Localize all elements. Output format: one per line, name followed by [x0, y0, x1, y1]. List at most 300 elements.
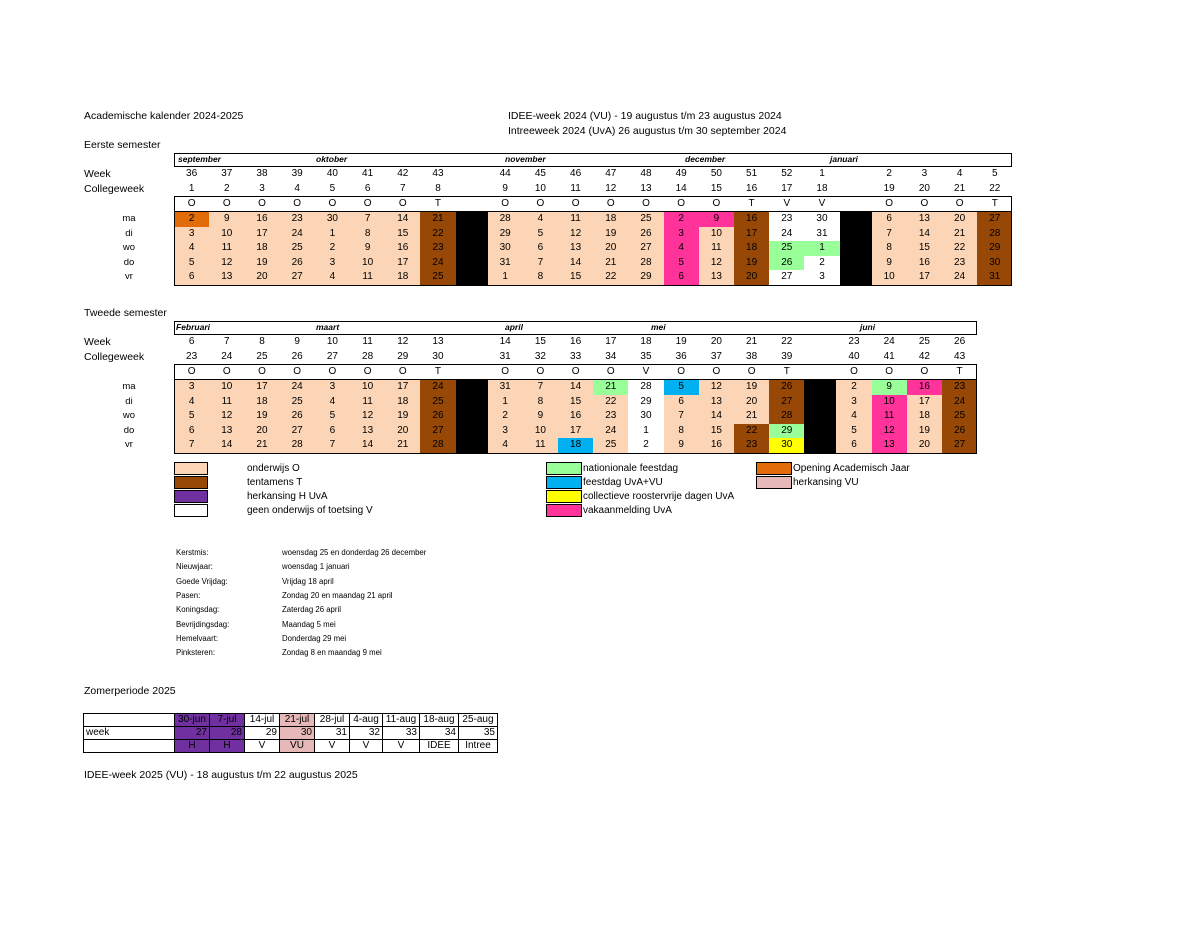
month-label: januari [830, 154, 858, 164]
day-cell: 30 [315, 212, 350, 227]
cell: O [885, 198, 894, 209]
cell: T [783, 366, 790, 377]
cell: 22 [989, 183, 1001, 194]
legend-herkansing-vu: herkansing VU [793, 477, 859, 488]
cell: 33 [570, 351, 582, 362]
cell: 21 [954, 183, 966, 194]
day-cell: 21 [942, 227, 977, 242]
summer-date: 30-jun [175, 714, 210, 727]
summer-week: 31 [315, 727, 350, 740]
day-cell: 27 [280, 270, 315, 285]
day-cell: 23 [942, 380, 977, 395]
row-label [84, 365, 174, 379]
cell: 6 [364, 183, 371, 194]
day-cell: 3 [488, 424, 523, 439]
cell: 16 [570, 336, 582, 347]
s1-days-frame [174, 211, 1012, 286]
cell: 36 [675, 351, 687, 362]
day-cell: 20 [593, 241, 628, 256]
summer-week-label: week [84, 727, 175, 740]
summer-week: 32 [350, 727, 383, 740]
cell: 2 [224, 183, 230, 194]
cell: 23 [186, 351, 198, 362]
day-cell: 1 [804, 241, 839, 256]
day-cell: 10 [350, 380, 385, 395]
day-cell: 8 [523, 395, 558, 410]
day-cell: 31 [977, 270, 1012, 285]
holiday-name: Pasen: [176, 590, 201, 600]
cell: 15 [710, 183, 722, 194]
cell: 10 [326, 336, 338, 347]
day-cell: 11 [209, 241, 244, 256]
summer-date: 21-jul [280, 714, 315, 727]
day-cell: 23 [769, 212, 804, 227]
cell: 12 [605, 183, 617, 194]
day-cell: 18 [244, 241, 279, 256]
day-cell: 23 [420, 241, 455, 256]
day-cell: 9 [664, 438, 699, 453]
cell: 44 [499, 168, 511, 179]
cell: 9 [294, 336, 300, 347]
day-cell: 17 [907, 395, 942, 410]
day-cell: 18 [385, 270, 420, 285]
day-cell: 27 [977, 212, 1012, 227]
day-cell: 19 [907, 424, 942, 439]
cell: O [187, 366, 196, 377]
cell: 39 [781, 351, 793, 362]
day-cell: 26 [769, 380, 804, 395]
cell: T [956, 366, 963, 377]
day-cell: 5 [315, 409, 350, 424]
page-title: Academische kalender 2024-2025 [84, 110, 244, 122]
day-cell: 24 [769, 227, 804, 242]
day-cell: 14 [699, 409, 734, 424]
holiday-name: Pinksteren: [176, 648, 216, 658]
day-cell: 2 [315, 241, 350, 256]
day-cell: 7 [523, 380, 558, 395]
day-cell: 13 [699, 270, 734, 285]
cell: O [606, 198, 615, 209]
cell: 1 [819, 168, 825, 179]
cell: 40 [326, 168, 338, 179]
summer-date: 14-jul [245, 714, 280, 727]
day-cell: 28 [628, 380, 663, 395]
summer-table [83, 713, 498, 753]
day-cell: 19 [385, 409, 420, 424]
day-cell: 2 [174, 212, 209, 227]
day-cell: 21 [385, 438, 420, 453]
cell: 4 [956, 168, 963, 179]
day-cell: 25 [420, 395, 455, 410]
summer-empty-cell [84, 740, 175, 753]
holiday-name: Bevrijdingsdag: [176, 619, 230, 629]
day-cell: 13 [907, 212, 942, 227]
summer-code: VU [280, 740, 315, 753]
day-cell: 24 [593, 424, 628, 439]
intree-week-text: Intreeweek 2024 (UvA) 26 augustus t/m 30 september 2024 [508, 125, 787, 137]
s1-week-row [84, 167, 1012, 181]
summer-code: V [383, 740, 420, 753]
day-cell: 25 [593, 438, 628, 453]
cell: O [398, 366, 407, 377]
cell: O [920, 198, 929, 209]
day-cell: 5 [174, 256, 209, 271]
day-cell: 9 [209, 212, 244, 227]
day-cell: 20 [385, 424, 420, 439]
cell: 14 [499, 336, 511, 347]
day-cell: 22 [593, 395, 628, 410]
day-cell: 3 [174, 380, 209, 395]
holiday-date: Vrijdag 18 april [282, 576, 334, 586]
summer-code: IDEE [420, 740, 459, 753]
cell: 2 [886, 168, 892, 179]
day-cell: 13 [558, 241, 593, 256]
cell: 20 [710, 336, 722, 347]
legend-swatch-onderwijs [174, 462, 208, 475]
day-cell: 26 [420, 409, 455, 424]
s2-code-frame [174, 364, 977, 380]
summer-date: 7-jul [210, 714, 245, 727]
day-cell: 18 [907, 409, 942, 424]
day-cell: 24 [942, 270, 977, 285]
s2-week-row [84, 335, 977, 349]
cell [456, 182, 488, 196]
day-cell: 12 [558, 227, 593, 242]
day-cell: 30 [628, 409, 663, 424]
cell: 22 [781, 336, 793, 347]
day-cell: 16 [699, 438, 734, 453]
cell: O [642, 198, 650, 209]
cell: 50 [710, 168, 722, 179]
summer-date: 28-jul [315, 714, 350, 727]
cell: 3 [921, 168, 928, 179]
legend-swatch-roostervrij [546, 490, 582, 503]
day-cell: 16 [385, 241, 420, 256]
day-label: do [123, 256, 135, 268]
day-cell: 7 [315, 438, 350, 453]
cell: O [501, 198, 510, 209]
day-cell: 24 [942, 395, 977, 410]
day-cell: 20 [734, 395, 769, 410]
day-cell: 7 [174, 438, 209, 453]
day-label: ma [122, 381, 136, 392]
day-label: wo [122, 242, 136, 254]
month-label: december [685, 154, 726, 164]
cell: O [258, 366, 266, 377]
cell: 45 [534, 168, 546, 179]
cell: O [363, 198, 372, 209]
row-label [84, 197, 174, 211]
legend-tentamens: tentamens T [247, 477, 303, 488]
cell: O [501, 366, 510, 377]
day-cell: 2 [488, 409, 523, 424]
cell: 37 [221, 168, 233, 179]
day-cell: 17 [244, 380, 279, 395]
cell [456, 167, 488, 181]
day-cell: 9 [523, 409, 558, 424]
day-cell: 26 [942, 424, 977, 439]
day-cell: 20 [244, 424, 279, 439]
day-label: vr [125, 439, 133, 451]
day-cell: 25 [420, 270, 455, 285]
cell: 18 [640, 336, 652, 347]
day-cell: 14 [385, 212, 420, 227]
day-cell: 12 [350, 409, 385, 424]
day-label: do [123, 424, 135, 436]
cell: O [398, 198, 407, 209]
day-cell: 24 [420, 380, 455, 395]
day-cell: 5 [174, 409, 209, 424]
cell: 17 [781, 183, 793, 194]
day-cell: 23 [734, 438, 769, 453]
day-cell: 17 [907, 270, 942, 285]
semester1-title: Eerste semester [84, 139, 161, 151]
day-cell: 26 [628, 227, 663, 242]
cell: O [712, 198, 721, 209]
holiday-date: woensdag 25 en donderdag 26 december [282, 548, 427, 557]
cell: 28 [362, 351, 374, 362]
cell: O [328, 198, 337, 209]
summer-week: 28 [210, 727, 245, 740]
cell: O [747, 366, 756, 377]
cell: T [434, 366, 442, 377]
day-cell: 5 [523, 227, 558, 242]
s1-code-frame [174, 196, 1012, 212]
day-cell: 14 [209, 438, 244, 453]
day-cell: 12 [209, 409, 244, 424]
day-cell: 9 [350, 241, 385, 256]
cell: 43 [954, 351, 966, 362]
day-cell: 30 [769, 438, 804, 453]
cell: T [748, 198, 755, 209]
cell: 11 [570, 183, 581, 194]
cell: 46 [570, 168, 582, 179]
cell: O [955, 198, 964, 209]
cell: 5 [992, 168, 998, 179]
cell: O [850, 366, 858, 377]
day-cell: 16 [244, 212, 279, 227]
day-cell: 25 [280, 241, 315, 256]
summer-code: Intree [459, 740, 498, 753]
day-cell: 31 [804, 227, 839, 242]
day-cell: 10 [523, 424, 558, 439]
day-cell: 24 [420, 256, 455, 271]
day-cell: 3 [315, 256, 350, 271]
day-cell: 6 [315, 424, 350, 439]
day-cell: 31 [488, 256, 523, 271]
summer-week: 27 [175, 727, 210, 740]
day-cell: 11 [350, 270, 385, 285]
day-cell: 24 [280, 227, 315, 242]
cell: 42 [397, 168, 409, 179]
summer-date: 18-aug [420, 714, 459, 727]
day-cell: 24 [280, 380, 315, 395]
day-cell: 29 [488, 227, 523, 242]
day-cell: 4 [315, 270, 350, 285]
day-cell: 12 [699, 380, 734, 395]
day-cell: 25 [769, 241, 804, 256]
cell: O [712, 366, 721, 377]
day-cell: 17 [244, 227, 279, 242]
summer-date: 25-aug [459, 714, 498, 727]
day-cell: 21 [420, 212, 455, 227]
cell: 36 [186, 168, 198, 179]
cell: 17 [605, 336, 617, 347]
cell: O [536, 366, 545, 377]
day-cell: 29 [769, 424, 804, 439]
cell: 13 [432, 336, 444, 347]
s2-header-frame [174, 321, 977, 335]
legend-swatch-herkansing-uva [174, 490, 208, 503]
row-label: Week [84, 168, 111, 180]
cell: O [328, 366, 337, 377]
day-cell: 14 [350, 438, 385, 453]
cell: O [677, 198, 686, 209]
summer-week: 34 [420, 727, 459, 740]
cell: 52 [781, 168, 793, 179]
cell: 14 [675, 183, 687, 194]
day-cell: 15 [699, 424, 734, 439]
day-cell: 3 [664, 227, 699, 242]
legend-feestdag: feestdag UvA+VU [583, 477, 663, 488]
cell: 24 [883, 336, 895, 347]
day-cell: 22 [942, 241, 977, 256]
day-cell: 8 [523, 270, 558, 285]
summer-week: 33 [383, 727, 420, 740]
month-label: juni [860, 322, 876, 332]
day-cell: 12 [209, 256, 244, 271]
day-cell: 20 [734, 270, 769, 285]
day-cell: 6 [664, 270, 699, 285]
day-cell: 2 [836, 380, 871, 395]
day-cell: 18 [593, 212, 628, 227]
day-cell: 28 [280, 438, 315, 453]
cell: O [293, 198, 302, 209]
day-cell: 3 [804, 270, 839, 285]
day-cell: 9 [872, 256, 907, 271]
legend-swatch-opening [756, 462, 792, 475]
day-cell: 17 [734, 227, 769, 242]
cell: 4 [294, 183, 300, 194]
day-cell: 11 [872, 409, 907, 424]
day-cell: 4 [174, 241, 209, 256]
summer-code: H [210, 740, 245, 753]
day-cell: 11 [699, 241, 734, 256]
cell: V [783, 198, 791, 209]
day-cell: 7 [664, 409, 699, 424]
month-label: november [505, 154, 546, 164]
day-cell: 23 [280, 212, 315, 227]
day-cell: 6 [174, 270, 209, 285]
day-cell: 25 [942, 409, 977, 424]
day-cell: 19 [244, 256, 279, 271]
cell: 10 [534, 183, 546, 194]
day-cell: 13 [350, 424, 385, 439]
row-label: Week [84, 336, 111, 348]
s2-days-frame [174, 379, 977, 454]
cell: 25 [918, 336, 930, 347]
legend-swatch-nationale [546, 462, 582, 475]
cell: 24 [221, 351, 233, 362]
day-cell: 13 [872, 438, 907, 453]
day-cell: 4 [836, 409, 871, 424]
day-cell: 14 [558, 256, 593, 271]
month-label: september [178, 154, 221, 164]
day-cell: 28 [420, 438, 455, 453]
cell: T [991, 198, 998, 209]
cell [456, 335, 488, 349]
cell: 37 [710, 351, 722, 362]
cell: 19 [883, 183, 895, 194]
cell: 38 [256, 168, 268, 179]
holiday-name: Kerstmis: [176, 548, 209, 557]
summer-week-row [84, 727, 498, 740]
row-label: Collegeweek [84, 183, 145, 195]
day-cell: 6 [174, 424, 209, 439]
day-cell: 25 [280, 395, 315, 410]
cell: O [363, 366, 372, 377]
cell: 31 [499, 351, 511, 362]
day-cell: 3 [174, 227, 209, 242]
month-label: april [505, 322, 523, 332]
cell [840, 182, 872, 196]
day-cell: 19 [593, 227, 628, 242]
holiday-date: Zondag 8 en maandag 9 mei [282, 648, 382, 658]
day-cell: 22 [593, 270, 628, 285]
day-cell: 4 [488, 438, 523, 453]
day-cell: 1 [488, 270, 523, 285]
month-label: Februari [176, 322, 211, 332]
holiday-date: Zondag 20 en maandag 21 april [282, 590, 393, 600]
day-cell: 15 [385, 227, 420, 242]
day-cell: 2 [664, 212, 699, 227]
day-cell: 20 [244, 270, 279, 285]
day-cell: 2 [628, 438, 663, 453]
cell: 51 [746, 168, 758, 179]
day-cell: 16 [907, 380, 942, 395]
day-cell: 17 [558, 424, 593, 439]
day-cell: 13 [209, 424, 244, 439]
summer-code: V [315, 740, 350, 753]
day-cell: 10 [872, 270, 907, 285]
cell: 48 [640, 168, 652, 179]
day-cell: 1 [488, 395, 523, 410]
day-cell: 8 [664, 424, 699, 439]
day-cell: 19 [734, 256, 769, 271]
cell: 25 [256, 351, 268, 362]
day-cell: 10 [699, 227, 734, 242]
summer-code: V [350, 740, 383, 753]
cell: O [885, 366, 894, 377]
cell: 5 [329, 183, 336, 194]
summer-week: 29 [245, 727, 280, 740]
legend-swatch-herkansing-vu [756, 476, 792, 489]
day-cell: 8 [872, 241, 907, 256]
cell: 47 [605, 168, 617, 179]
legend-opening: Opening Academisch Jaar [793, 463, 910, 474]
cell: 20 [918, 183, 930, 194]
day-cell: 9 [872, 380, 907, 395]
cell: 41 [883, 351, 895, 362]
holiday-name: Goede Vrijdag: [176, 576, 228, 586]
day-cell: 11 [558, 212, 593, 227]
day-cell: 19 [244, 409, 279, 424]
cell: O [187, 198, 196, 209]
day-cell: 12 [872, 424, 907, 439]
day-cell: 27 [769, 270, 804, 285]
cell: 13 [640, 183, 652, 194]
day-cell: 29 [628, 395, 663, 410]
